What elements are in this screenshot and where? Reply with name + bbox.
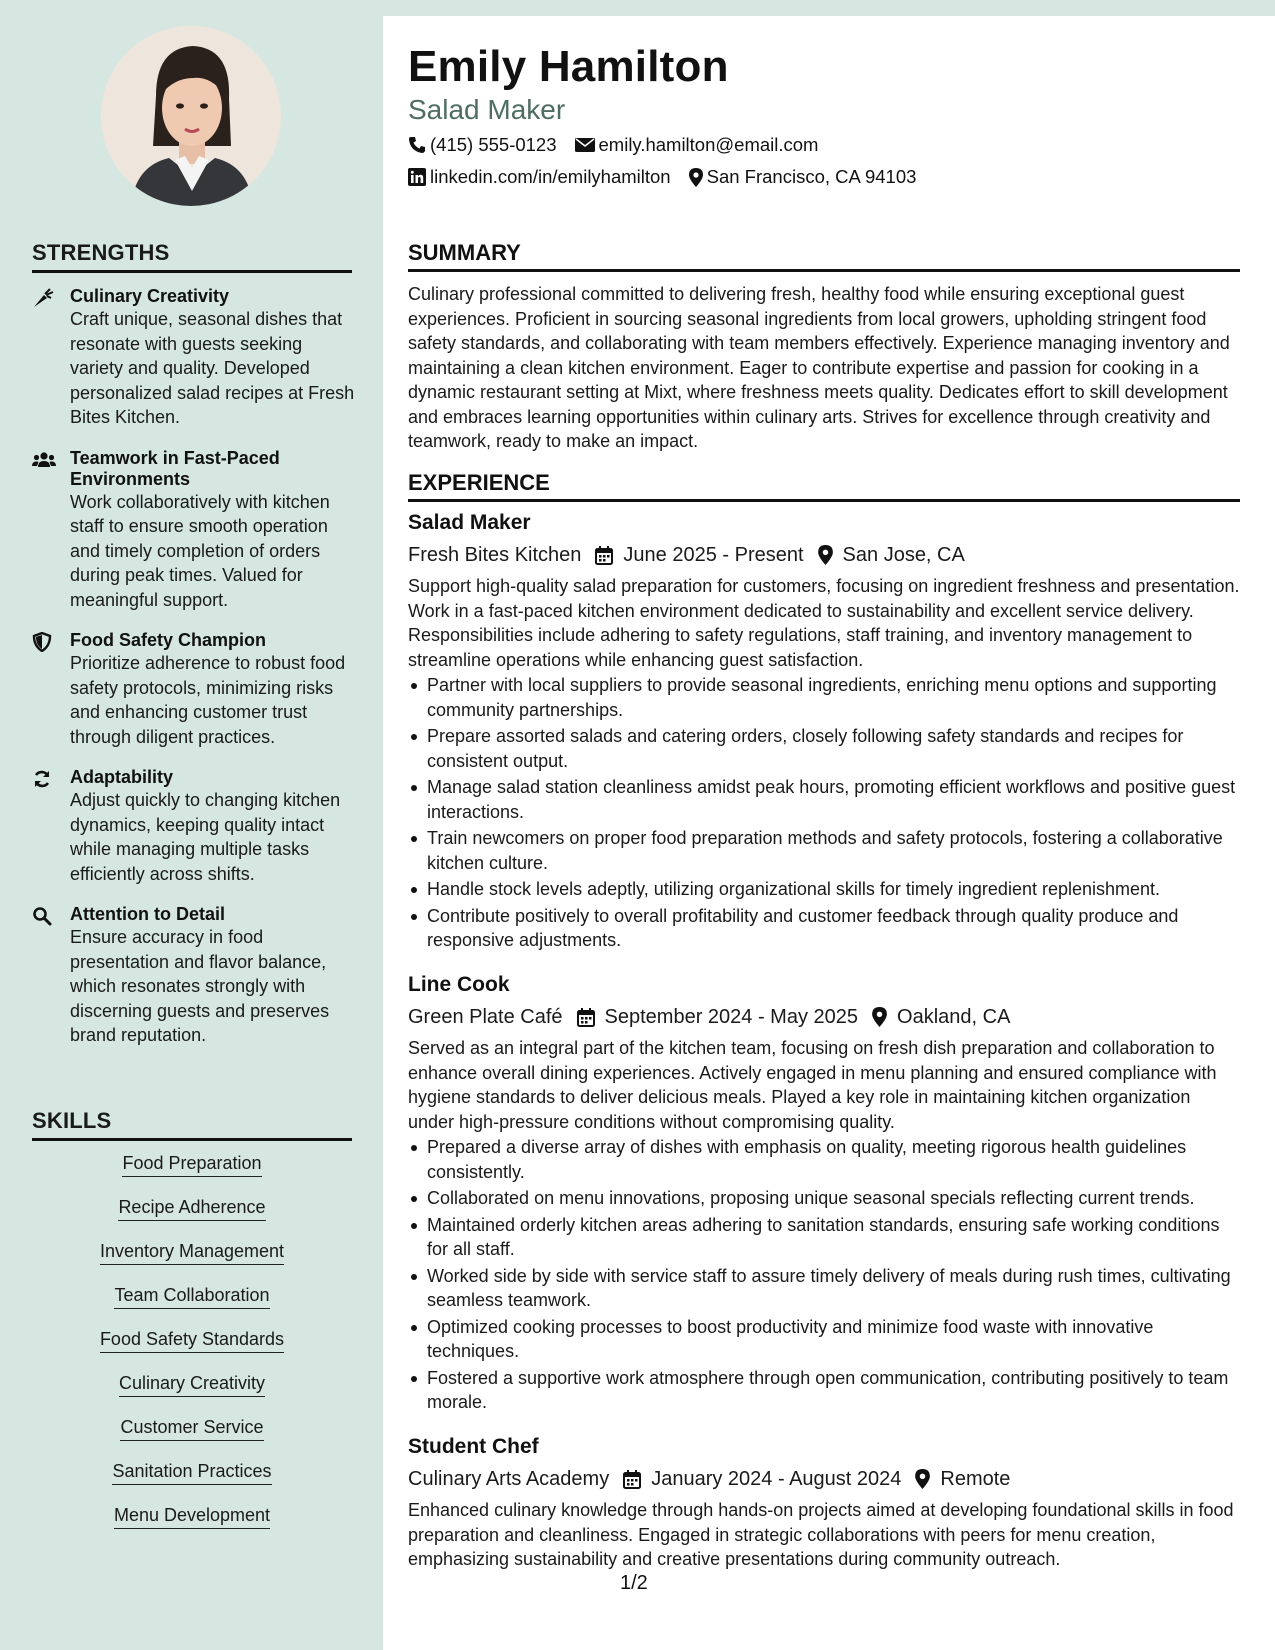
job-location: [872, 1004, 1010, 1030]
bullet-item: Contribute positively to overall profitability and customer feedback through quality produce and responsive adjustments.: [408, 904, 1240, 953]
skills-heading: SKILLS: [32, 1108, 352, 1141]
strengths-list: [32, 286, 357, 1066]
bullet-item: Collaborated on menu innovations, proposing unique seasonal specials reflecting current trends.: [408, 1186, 1240, 1211]
strength-description: Craft unique, seasonal dishes that resonate with guests seeking variety and quality. Developed personalized salad recipes at Fresh Bites Kitchen.: [70, 309, 355, 427]
job-location-text: San Jose, CA: [842, 544, 965, 566]
job-title: Salad Maker: [408, 511, 531, 534]
bullet-item: Fostered a supportive work atmosphere through open communication, contributing positively to team morale.: [408, 1366, 1240, 1415]
strength-item: [32, 286, 357, 430]
bullet-item: Manage salad station cleanliness amidst peak hours, promoting efficient workflows and positive guest interactions.: [408, 775, 1240, 824]
calendar-icon: [595, 546, 613, 565]
linkedin-contact: [408, 166, 671, 188]
strength-description: Adjust quickly to changing kitchen dynamics, keeping quality intact while managing multiple tasks efficiently across shifts.: [70, 790, 341, 884]
experience-heading: EXPERIENCE: [408, 470, 1240, 502]
bullet-item: Worked side by side with service staff to assure timely delivery of meals during rush times, cultivating seamless teamwork.: [408, 1264, 1240, 1313]
skill-item: Food Preparation: [122, 1152, 261, 1177]
job-entry: [408, 1434, 1240, 1572]
top-band: [0, 0, 1275, 16]
company-name: Fresh Bites Kitchen: [408, 544, 582, 566]
shield-icon: [32, 632, 56, 652]
job-description: Served as an integral part of the kitchen team, focusing on fresh dish preparation and collaboration to enhance overall dining experiences. Actively engaged in menu planning and ensured compliance with hygiene standards to deliver delicious meals. Played a key role in maintaining kitchen organization under high-pressure conditions without compromising quality.: [408, 1038, 1217, 1132]
linkedin-icon: [408, 168, 426, 186]
strength-item: [32, 448, 357, 613]
map-pin-icon: [915, 1469, 930, 1489]
job-title: Student Chef: [408, 1435, 539, 1458]
email-text[interactable]: emily.hamilton@email.com: [598, 134, 819, 155]
dates: [595, 542, 803, 568]
company-name: Culinary Arts Academy: [408, 1468, 610, 1490]
skill-item: Recipe Adherence: [118, 1196, 265, 1221]
skill-item: Inventory Management: [100, 1240, 284, 1265]
strength-title: Teamwork in Fast-Paced Environments: [70, 447, 280, 489]
job-title: Line Cook: [408, 973, 510, 996]
location-text: San Francisco, CA 94103: [706, 166, 917, 187]
strength-description: Prioritize adherence to robust food safety protocols, minimizing risks and enhancing customer trust through diligent practices.: [70, 653, 346, 747]
bullet-item: Prepare assorted salads and catering orders, closely following safety standards and recipes for consistent output.: [408, 724, 1240, 773]
sync-icon: [32, 769, 56, 789]
job-meta: [408, 1466, 1240, 1492]
candidate-title: Salad Maker: [408, 94, 566, 125]
skill-item: Sanitation Practices: [112, 1460, 271, 1485]
skill-item: Menu Development: [114, 1504, 270, 1529]
skill-item: Food Safety Standards: [100, 1328, 284, 1353]
job-entry: [408, 972, 1240, 1417]
strength-description: Work collaboratively with kitchen staff to ensure smooth operation and timely completion of orders during peak times. Valued for meaningful support.: [70, 491, 330, 610]
linkedin-text[interactable]: linkedin.com/in/emilyhamilton: [430, 166, 671, 187]
calendar-icon: [623, 1470, 641, 1489]
company-name: Green Plate Café: [408, 1006, 563, 1028]
job-bullets: [408, 673, 1240, 953]
location-contact: [689, 166, 917, 188]
job-bullets: [408, 1135, 1240, 1415]
job-meta: [408, 1004, 1240, 1030]
strength-title: Attention to Detail: [70, 904, 225, 924]
summary-text: Culinary professional committed to delivering fresh, healthy food while ensuring exceptional guest experiences. Proficient in sourcing seasonal ingredients from local growers, upholding stringent food safety standards, and collaborating with team members effectively. Experience managing inventory and maintaining a clean kitchen environment. Eager to contribute expertise and passion for cooking in a dynamic restaurant setting at Mixt, where freshness meets quality. Dedicates effort to skill development and embraces learning opportunities within culinary arts. Strives for excellence through creativity and teamwork, ready to make an impact.: [408, 284, 1230, 451]
strength-item: [32, 904, 357, 1048]
bullet-item: Maintained orderly kitchen areas adhering to sanitation standards, ensuring safe working conditions for all staff.: [408, 1213, 1240, 1262]
bullet-item: Prepared a diverse array of dishes with emphasis on quality, meeting rigorous health guidelines consistently.: [408, 1135, 1240, 1184]
search-icon: [32, 906, 56, 926]
job-location-text: Oakland, CA: [897, 1006, 1011, 1028]
profile-photo: [101, 26, 281, 206]
strength-item: [32, 630, 357, 749]
strength-title: Adaptability: [70, 767, 174, 787]
strength-item: [32, 767, 357, 886]
bullet-item: Handle stock levels adeptly, utilizing organizational skills for timely ingredient replenishment.: [408, 877, 1240, 902]
dates: [577, 1004, 859, 1030]
job-description: Support high-quality salad preparation for customers, focusing on ingredient freshness and presentation. Work in a fast-paced kitchen environment dedicated to sustainability and excellent service delivery. Responsibilities include adhering to safety regulations, staff training, and inventory management to streamline operations while enhancing guest satisfaction.: [408, 576, 1240, 670]
skills-list: [32, 1152, 352, 1548]
bullet-item: Partner with local suppliers to provide seasonal ingredients, enriching menu options and supporting community partnerships.: [408, 673, 1240, 722]
job-dates: September 2024 - May 2025: [604, 1006, 859, 1028]
candidate-name: Emily Hamilton: [408, 42, 729, 91]
email-contact: [575, 134, 819, 156]
job-location: [818, 542, 965, 568]
job-description: Enhanced culinary knowledge through hands-on projects aimed at developing foundational skills in food preparation and cleanliness. Engaged in strategic collaborations with peers for menu creation, emphasizing sustainability and creative presentations during community outreach.: [408, 1500, 1234, 1569]
job-entry: [408, 510, 1240, 955]
skill-item: Customer Service: [120, 1416, 263, 1441]
phone-icon: [408, 136, 426, 154]
job-location: [915, 1466, 1010, 1492]
skill-item: Team Collaboration: [114, 1284, 269, 1309]
company: [408, 542, 581, 568]
users-icon: [32, 450, 56, 470]
bullet-item: Optimized cooking processes to boost productivity and minimize food waste with innovative techniques.: [408, 1315, 1240, 1364]
phone-text[interactable]: (415) 555-0123: [430, 134, 557, 155]
job-dates: June 2025 - Present: [623, 544, 804, 566]
company: [408, 1466, 609, 1492]
strength-title: Culinary Creativity: [70, 286, 230, 306]
calendar-icon: [577, 1008, 595, 1027]
dates: [623, 1466, 901, 1492]
company: [408, 1004, 563, 1030]
contact-row-2: [408, 166, 934, 188]
skill-item: Culinary Creativity: [119, 1372, 265, 1397]
map-pin-icon: [872, 1007, 887, 1027]
strengths-heading: STRENGTHS: [32, 240, 352, 273]
page-number: 1/2: [620, 1572, 648, 1594]
strength-description: Ensure accuracy in food presentation and flavor balance, which resonates strongly with discerning guests and preserves brand reputation.: [70, 927, 330, 1045]
map-pin-icon: [818, 545, 833, 565]
bullet-item: Train newcomers on proper food preparation methods and safety protocols, fostering a collaborative kitchen culture.: [408, 826, 1240, 875]
map-pin-icon: [689, 168, 703, 187]
carrot-icon: [32, 288, 56, 308]
job-meta: [408, 542, 1240, 568]
envelope-icon: [575, 137, 595, 153]
summary-heading: SUMMARY: [408, 240, 1240, 272]
strength-title: Food Safety Champion: [70, 630, 267, 650]
contact-row-1: [408, 134, 836, 156]
job-dates: January 2024 - August 2024: [651, 1468, 902, 1490]
phone-contact: [408, 134, 557, 156]
job-location-text: Remote: [940, 1468, 1011, 1490]
